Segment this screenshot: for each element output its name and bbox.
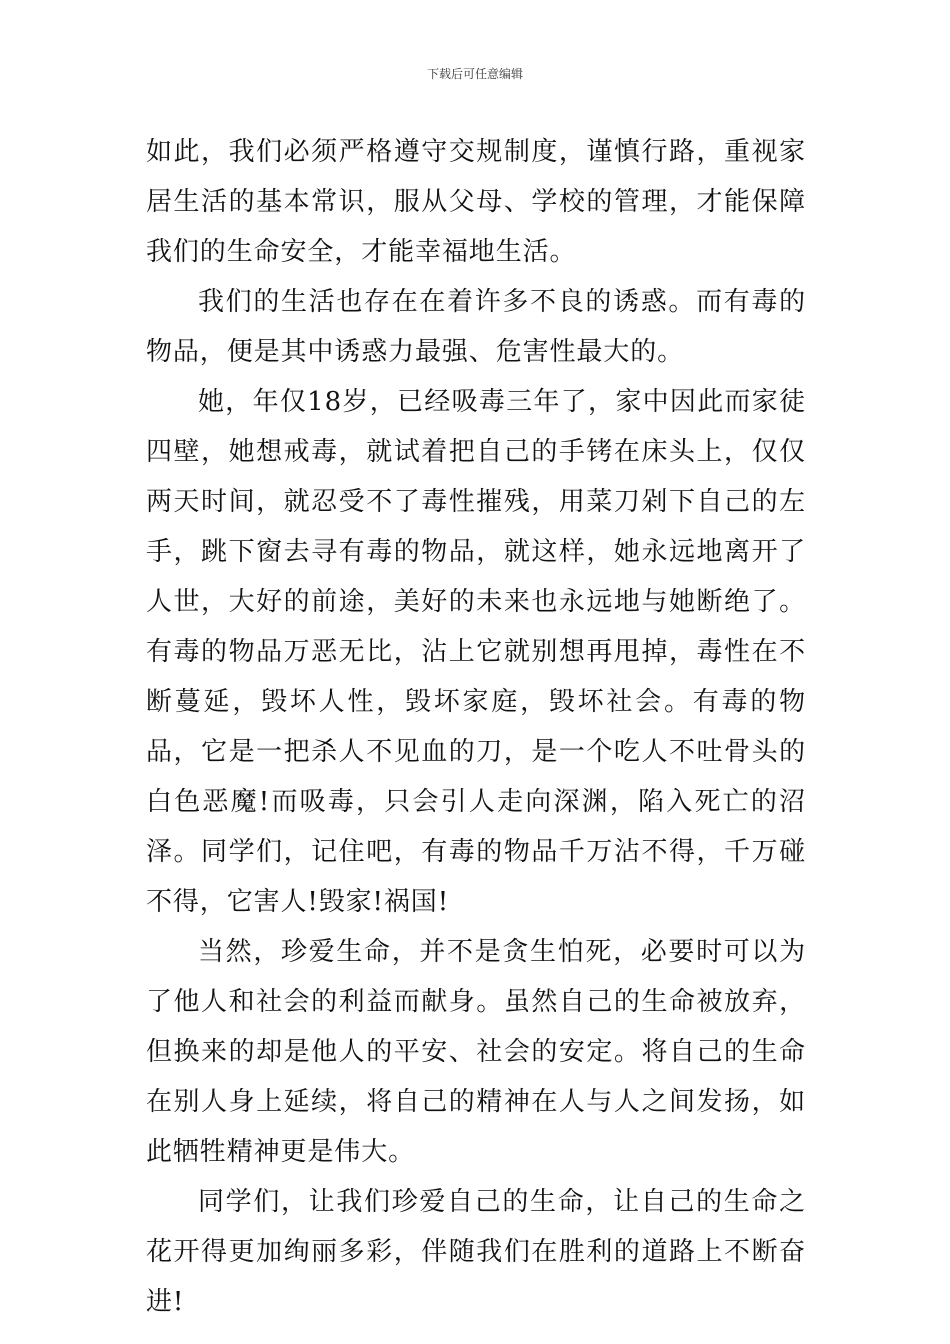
paragraph-1: 如此，我们必须严格遵守交规制度，谨慎行路，重视家居生活的基本常识，服从父母、学校的管理，才能保障我们的生命安全，才能幸福地生活。	[146, 137, 806, 267]
paragraph-2: 我们的生活也存在在着许多不良的诱惑。而有毒的物品，便是其中诱惑力最强、危害性最大的。	[146, 287, 806, 367]
document-body	[146, 127, 806, 1327]
paragraph-5: 同学们，让我们珍爱自己的生命，让自己的生命之花开得更加绚丽多彩，伴随我们在胜利的道路上不断奋进!	[146, 1187, 806, 1317]
paragraph-4: 当然，珍爱生命，并不是贪生怕死，必要时可以为了他人和社会的利益而献身。虽然自己的生命被放弃，但换来的却是他人的平安、社会的安定。将自己的生命在别人身上延续，将自己的精神在人与人之间发扬，如此牺牲精神更是伟大。	[146, 937, 806, 1167]
page-header: 下载后可任意编辑	[426, 67, 523, 81]
paragraph-3: 她，年仅18岁，已经吸毒三年了，家中因此而家徒四壁，她想戒毒，就试着把自己的手铐在床头上，仅仅两天时间，就忍受不了毒性摧残，用菜刀剁下自己的左手，跳下窗去寻有毒的物品，就这样，她永远地离开了人世，大好的前途，美好的未来也永远地与她断绝了。有毒的物品万恶无比，沾上它就别想再甩掉，毒性在不断蔓延，毁坏人性，毁坏家庭，毁坏社会。有毒的物品，它是一把杀人不见血的刀，是一个吃人不吐骨头的白色恶魔!而吸毒，只会引人走向深渊，陷入死亡的沼泽。同学们，记住吧，有毒的物品千万沾不得，千万碰不得，它害人!毁家!祸国!	[146, 387, 806, 917]
